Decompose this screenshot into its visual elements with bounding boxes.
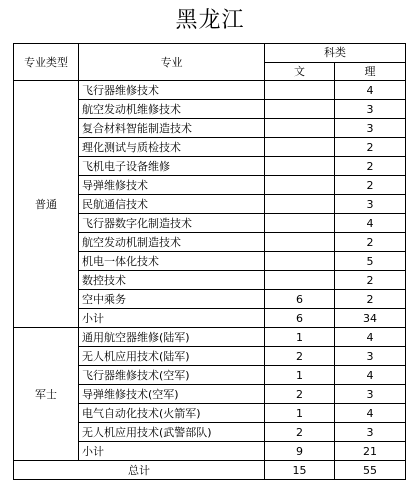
li-count: 2 [335,290,406,309]
total-li: 55 [335,461,406,480]
wen-count: 1 [265,328,335,347]
major-name: 电气自动化技术(火箭军) [79,404,265,423]
li-count: 4 [335,404,406,423]
major-name: 小计 [79,442,265,461]
wen-count: 6 [265,309,335,328]
major-name: 航空发动机维修技术 [79,100,265,119]
wen-count: 2 [265,423,335,442]
header-row [14,44,406,63]
major-name: 无人机应用技术(武警部队) [79,423,265,442]
wen-count: 2 [265,347,335,366]
major-name: 导弹维修技术(空军) [79,385,265,404]
major-name: 航空发动机制造技术 [79,233,265,252]
wen-count: 6 [265,290,335,309]
wen-count [265,176,335,195]
li-count: 2 [335,138,406,157]
major-name: 飞行器维修技术 [79,81,265,100]
header-major: 专业 [79,44,265,81]
li-count: 2 [335,157,406,176]
major-name: 飞机电子设备维修 [79,157,265,176]
li-count: 4 [335,214,406,233]
li-count: 4 [335,81,406,100]
li-count: 3 [335,347,406,366]
header-type: 专业类型 [14,44,79,81]
table-row [14,328,406,347]
wen-count [265,271,335,290]
page-title: 黑龙江 [175,8,245,33]
major-name: 通用航空器维修(陆军) [79,328,265,347]
header-wen: 文 [265,62,335,81]
wen-count: 9 [265,442,335,461]
wen-count [265,119,335,138]
li-count: 34 [335,309,406,328]
wen-count [265,81,335,100]
li-count: 3 [335,385,406,404]
wen-count: 2 [265,385,335,404]
li-count: 5 [335,252,406,271]
wen-count [265,214,335,233]
enrollment-table [13,43,406,480]
li-count: 21 [335,442,406,461]
wen-count [265,195,335,214]
section-type: 普通 [14,81,79,328]
major-name: 空中乘务 [79,290,265,309]
major-name: 飞行器数字化制造技术 [79,214,265,233]
li-count: 4 [335,366,406,385]
major-name: 导弹维修技术 [79,176,265,195]
wen-count [265,138,335,157]
wen-count: 1 [265,366,335,385]
li-count: 2 [335,176,406,195]
section-type: 军士 [14,328,79,461]
li-count: 3 [335,100,406,119]
total-label: 总计 [14,461,265,480]
major-name: 机电一体化技术 [79,252,265,271]
header-subject: 科类 [265,44,406,63]
total-row [14,461,406,480]
major-name: 飞行器维修技术(空军) [79,366,265,385]
li-count: 2 [335,271,406,290]
li-count: 3 [335,119,406,138]
li-count: 3 [335,195,406,214]
major-name: 无人机应用技术(陆军) [79,347,265,366]
major-name: 民航通信技术 [79,195,265,214]
major-name: 数控技术 [79,271,265,290]
table-row [14,81,406,100]
li-count: 4 [335,328,406,347]
major-name: 小计 [79,309,265,328]
total-wen: 15 [265,461,335,480]
wen-count [265,233,335,252]
wen-count [265,157,335,176]
li-count: 2 [335,233,406,252]
major-name: 理化测试与质检技术 [79,138,265,157]
wen-count: 1 [265,404,335,423]
major-name: 复合材料智能制造技术 [79,119,265,138]
wen-count [265,252,335,271]
li-count: 3 [335,423,406,442]
header-li: 理 [335,62,406,81]
wen-count [265,100,335,119]
